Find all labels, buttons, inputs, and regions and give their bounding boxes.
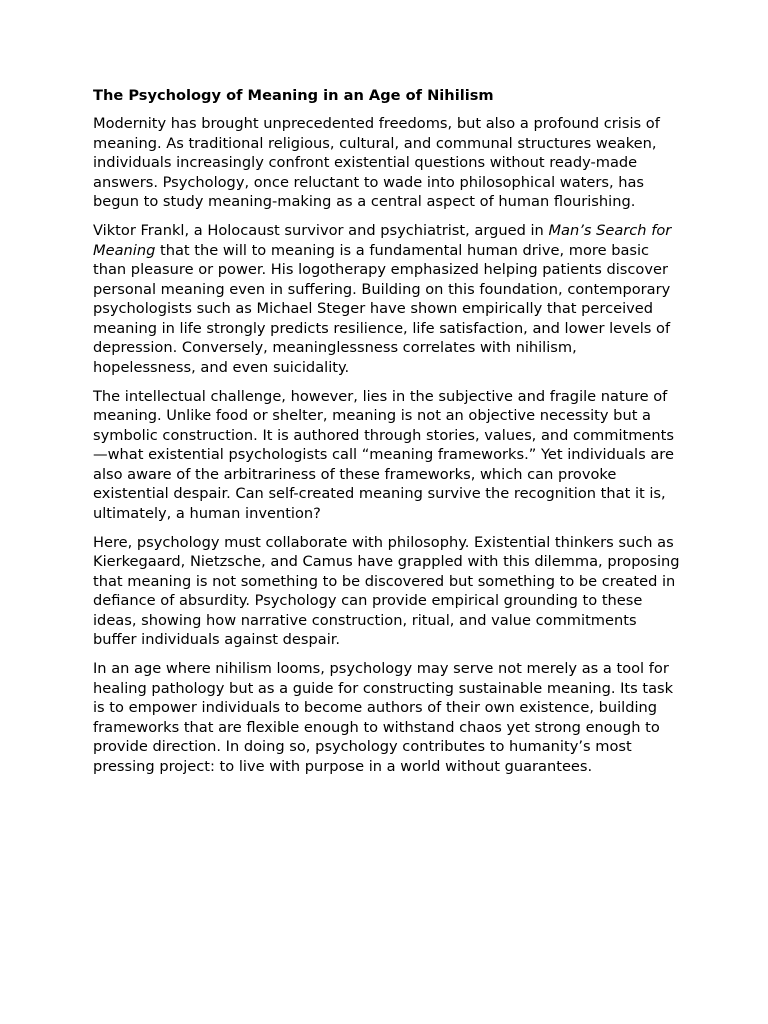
paragraph-3: The intellectual challenge, however, lies in the subjective and fragile nature of meaning. Unlike food or shelter, meaning is not an objective necessity but a symbolic construction. It is authored through stories, values, and commitments—what existential psychologists call “meaning frameworks.” Yet individuals are also aware of the arbitrariness of these frameworks, which can provoke existential despair. Can self-created meaning survive the recognition that it is, ultimately, a human invention?	[93, 387, 674, 522]
paragraph-2	[93, 221, 683, 377]
paragraph-2-before: Viktor Frankl, a Holocaust survivor and psychiatrist, argued in	[93, 222, 549, 239]
document-title: The Psychology of Meaning in an Age of Nihilism	[93, 87, 494, 104]
document-page	[93, 86, 683, 786]
paragraph-1: Modernity has brought unprecedented freedoms, but also a profound crisis of meaning. As traditional religious, cultural, and communal structures weaken, individuals increasingly confront existential questions without ready-made answers. Psychology, once reluctant to wade into philosophical waters, has begun to study meaning-making as a central aspect of human flourishing.	[93, 115, 660, 210]
paragraph-4: Here, psychology must collaborate with philosophy. Existential thinkers such as Kierkegaard, Nietzsche, and Camus have grappled with this dilemma, proposing that meaning is not something to be discovered but something to be created in defiance of absurdity. Psychology can provide empirical grounding to these ideas, showing how narrative construction, ritual, and value commitments buffer individuals against despair.	[93, 533, 680, 648]
book-title: Man’s Search for Meaning	[93, 222, 672, 259]
paragraph-5: In an age where nihilism looms, psychology may serve not merely as a tool for healing pathology but as a guide for constructing sustainable meaning. Its task is to empower individuals to become authors of their own existence, building frameworks that are flexible enough to withstand chaos yet strong enough to provide direction. In doing so, psychology contributes to humanity’s most pressing project: to live with purpose in a world without guarantees.	[93, 660, 674, 775]
paragraph-2-after: that the will to meaning is a fundamental human drive, more basic than pleasure or power. His logotherapy emphasized helping patients discover personal meaning even in suffering. Building on this foundation, contemporary psychologists such as Michael Steger have shown empirically that perceived meaning in life strongly predicts resilience, life satisfaction, and lower levels of depression. Conversely, meaninglessness correlates with nihilism, hopelessness, and even suicidality.	[93, 241, 671, 376]
